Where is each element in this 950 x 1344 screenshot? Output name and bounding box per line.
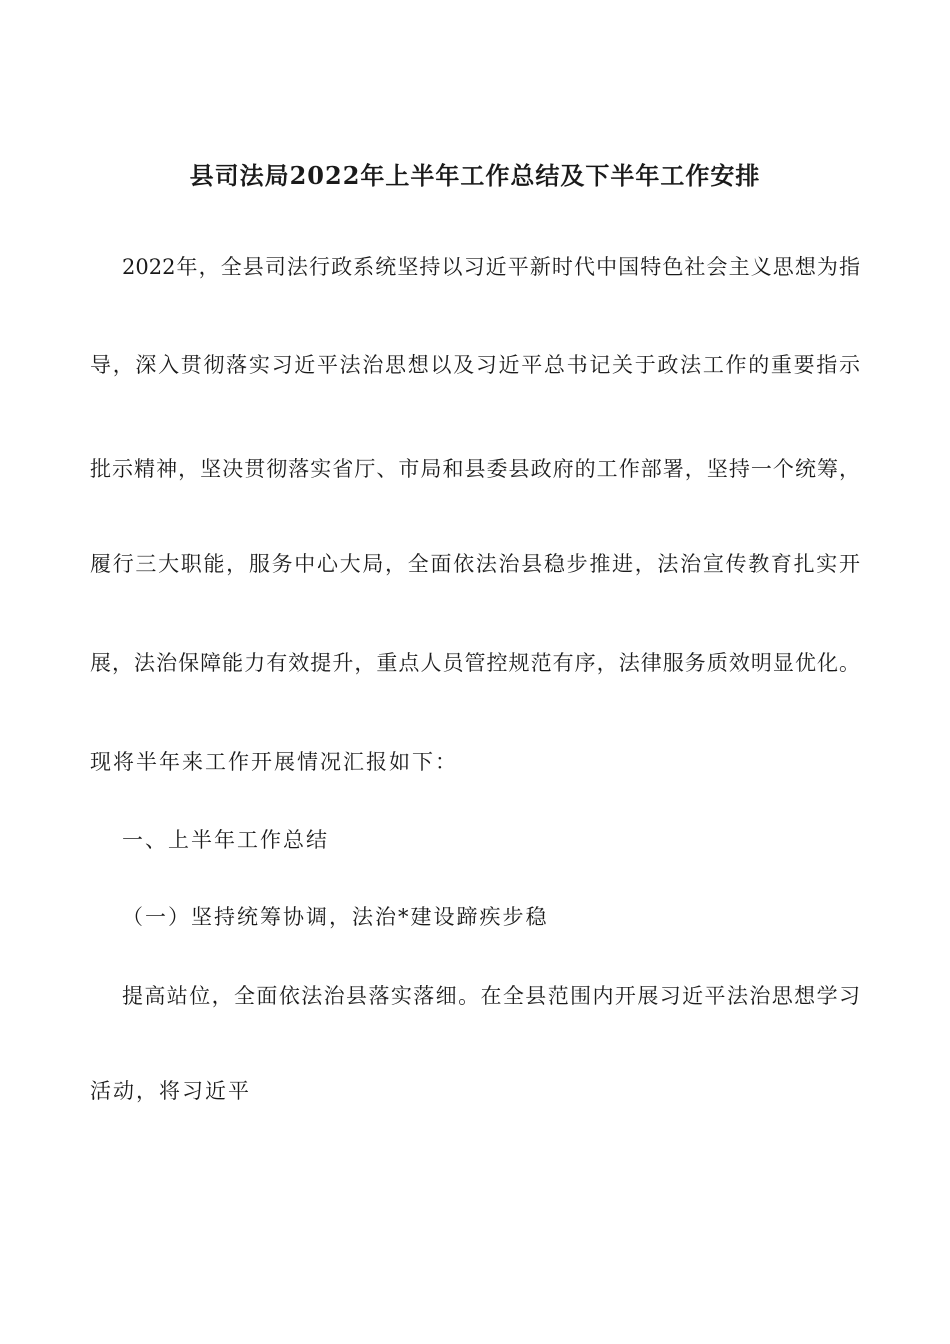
paragraph-line-6: 现将半年来工作开展情况汇报如下： <box>90 750 458 774</box>
section-heading: 一、上半年工作总结 <box>122 828 329 852</box>
paragraph-2-line-1: 提高站位，全面依法治县落实落细。在全县范围内开展习近平法治思想学习 <box>122 984 860 1008</box>
paragraph-line-2: 导，深入贯彻落实习近平法治思想以及习近平总书记关于政法工作的重要指示 <box>90 353 860 377</box>
paragraph-line-1: 2022年，全县司法行政系统坚持以习近平新时代中国特色社会主义思想为指 <box>122 255 860 279</box>
paragraph-line-4: 履行三大职能，服务中心大局，全面依法治县稳步推进，法治宣传教育扎实开 <box>90 552 860 576</box>
paragraph-line-5: 展，法治保障能力有效提升，重点人员管控规范有序，法律服务质效明显优化。 <box>90 651 860 675</box>
paragraph-line-3: 批示精神，坚决贯彻落实省厅、市局和县委县政府的工作部署，坚持一个统筹， <box>90 457 860 481</box>
document-title: 县司法局2022年上半年工作总结及下半年工作安排 <box>189 161 761 190</box>
paragraph-2-line-2: 活动，将习近平 <box>90 1079 251 1103</box>
subsection-heading: （一）坚持统筹协调，法治*建设蹄疾步稳 <box>122 905 549 929</box>
